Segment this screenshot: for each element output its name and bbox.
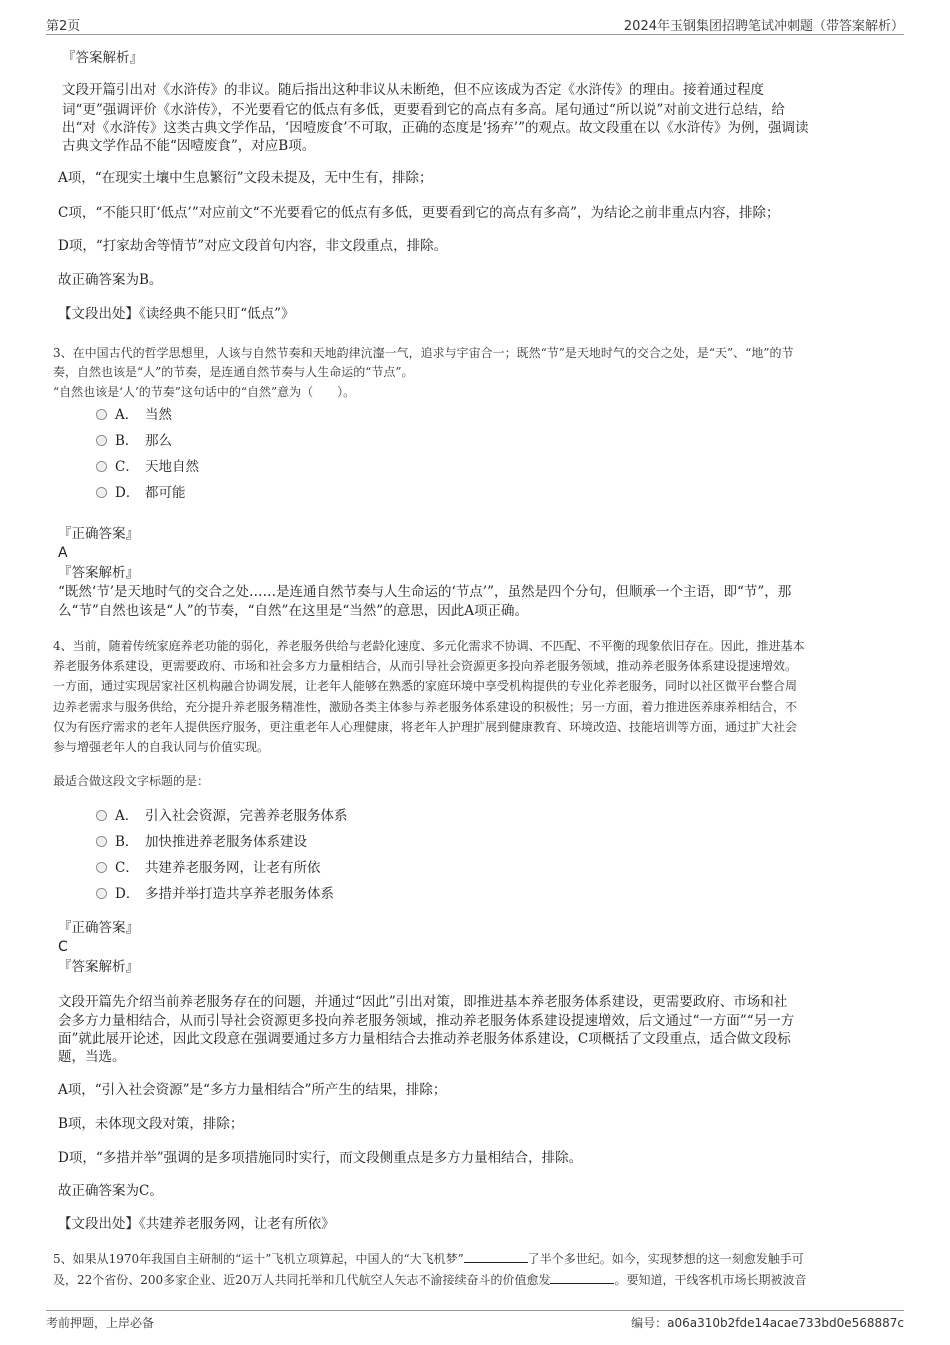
- q4-option-b[interactable]: [96, 832, 307, 852]
- option-text: 加快推进养老服务体系建设: [145, 834, 307, 850]
- q4-source: 【文段出处】《共建养老服务网，让老有所依》: [58, 1216, 335, 1232]
- q2-option-c-analysis: C项，“不能只盯‘低点’”对应前文“不光要看它的低点有多低，更要看到它的高点有多高”，为结论之前非重点内容，排除；: [58, 205, 780, 221]
- q4-answer-label: 『正确答案』: [58, 920, 139, 936]
- radio-icon: [96, 435, 107, 446]
- option-letter: C．: [115, 860, 139, 876]
- option-letter: B．: [115, 433, 139, 449]
- q4-option-a-analysis: A项，“引入社会资源”是“多方力量相结合”所产生的结果，排除；: [58, 1082, 447, 1098]
- q2-analysis-line: 出“对《水浒传》这类古典文学作品，‘因噎废食’不可取，正确的态度是‘扬弃’”的观点。故文段重在以《水浒传》为例，强调读: [62, 120, 809, 136]
- radio-icon: [96, 409, 107, 420]
- q4-stem-line: 一方面，通过实现居家社区机构融合协调发展，让老年人能够在熟悉的家庭环境中享受机构提供的专业化养老服务，同时以社区微平台整合周: [53, 679, 798, 693]
- q4-conclusion: 故正确答案为C。: [58, 1183, 163, 1199]
- q3-option-d[interactable]: [96, 483, 186, 503]
- q4-analysis-line: 文段开篇先介绍当前养老服务存在的问题，并通过“因此”引出对策，即推进基本养老服务体系建设，更需要政府、市场和社: [58, 994, 788, 1010]
- option-text: 都可能: [145, 485, 186, 501]
- option-text: 天地自然: [145, 459, 199, 475]
- option-letter: B．: [115, 834, 139, 850]
- q4-analysis-line: 会多方力量相结合，从而引导社会资源更多投向养老服务领域，推动养老服务体系建设提速增效，后文通过“一方面”“另一方: [58, 1013, 795, 1029]
- page-number: 第2页: [46, 19, 81, 34]
- option-text: 那么: [145, 433, 172, 449]
- fill-blank[interactable]: [550, 1271, 614, 1284]
- q4-analysis-line: 题，当选。: [58, 1049, 126, 1065]
- q4-option-b-analysis: B项，未体现文段对策，排除；: [58, 1116, 244, 1132]
- q4-option-a[interactable]: [96, 806, 348, 826]
- radio-icon: [96, 810, 107, 821]
- q3-stem-line: 奏，自然也该是“人”的节奏，是连通自然节奏与人生命运的“节点”。: [53, 365, 414, 379]
- q4-stem-line: 仅为有医疗需求的老年人提供医疗服务，更注重老年人心理健康，将老年人护理扩展到健康教育、环境改造、技能培训等方面，通过扩大社会: [53, 720, 798, 734]
- option-letter: A．: [115, 808, 139, 824]
- document-title: 2024年玉钢集团招聘笔试冲刺题（带答案解析）: [623, 19, 904, 34]
- footer-divider: [46, 1310, 904, 1311]
- option-letter: D．: [115, 886, 140, 902]
- q5-text: 。要知道，干线客机市场长期被波音: [614, 1273, 807, 1287]
- q2-option-d-analysis: D项，“打家劫舍等情节”对应文段首句内容，非文段重点，排除。: [58, 238, 448, 254]
- q3-option-c[interactable]: [96, 457, 199, 477]
- q2-analysis-line: 古典文学作品不能“因噎废食”，对应B项。: [62, 138, 316, 154]
- q2-option-a-analysis: A项，“在现实土壤中生息繁衍”文段未提及，无中生有，排除；: [58, 170, 433, 186]
- q3-analysis-line: “既然‘节’是天地时气的交合之处……是连通自然节奏与人生命运的‘节点’”，虽然是四个分句，但顺承一个主语，即“节”，那: [58, 584, 792, 600]
- option-text: 多措并举打造共享养老服务体系: [145, 886, 334, 902]
- radio-icon: [96, 862, 107, 873]
- option-letter: A．: [115, 407, 139, 423]
- q3-option-a[interactable]: [96, 405, 172, 425]
- q4-analysis-line: 面”就此展开论述，因此文段意在强调要通过多方力量相结合去推动养老服务体系建设，C项概括了文段重点，适合做文段标: [58, 1031, 791, 1047]
- q3-answer-label: 『正确答案』: [58, 526, 139, 542]
- q5-text: 5、如果从1970年我国自主研制的“运十”飞机立项算起，中国人的“大飞机梦”: [53, 1252, 464, 1266]
- q2-source: 【文段出处】《读经典不能只盯“低点”》: [58, 306, 295, 322]
- q3-analysis-label: 『答案解析』: [58, 565, 139, 581]
- q3-stem-line: “自然也该是‘人’的节奏”这句话中的“自然”意为（ ）。: [53, 385, 356, 399]
- option-text: 共建养老服务网，让老有所依: [145, 860, 321, 876]
- option-text: 当然: [145, 407, 172, 423]
- radio-icon: [96, 461, 107, 472]
- q2-conclusion: 故正确答案为B。: [58, 272, 163, 288]
- q2-analysis-line: 词“更”强调评价《水浒传》，不光要看它的低点有多低，更要看到它的高点有多高。尾句通过“所以说”对前文进行总结，给: [62, 102, 785, 118]
- radio-icon: [96, 836, 107, 847]
- option-text: 引入社会资源，完善养老服务体系: [145, 808, 348, 824]
- fill-blank[interactable]: [464, 1250, 528, 1263]
- q5-stem-line-1: [53, 1249, 804, 1269]
- q4-analysis-label: 『答案解析』: [58, 959, 139, 975]
- q4-stem-line: 养老服务体系建设，更需要政府、市场和社会多方力量相结合，从而引导社会资源更多投向养老服务领域，推动养老服务体系建设提速增效。: [53, 659, 798, 673]
- q3-analysis-line: 么“节”自然也该是“人”的节奏，“自然”在这里是“当然”的意思，因此A项正确。: [58, 603, 528, 619]
- document-id: 编号：a06a310b2fde14acae733bd0e568887c: [631, 1316, 904, 1330]
- q4-stem-line: 边养老需求与服务供给，充分提升养老服务精准性，激励各类主体参与养老服务体系建设的积极性；另一方面，着力推进医养康养相结合，不: [53, 700, 798, 714]
- q5-stem-line-2: [53, 1270, 806, 1290]
- q2-analysis-line: 文段开篇引出对《水浒传》的非议。随后指出这种非议从未断绝，但不应该成为否定《水浒传》的理由。接着通过程度: [62, 82, 764, 98]
- option-letter: C．: [115, 459, 139, 475]
- q4-option-c[interactable]: [96, 858, 321, 878]
- header-divider: [46, 34, 904, 35]
- q4-stem-line: 4、当前，随着传统家庭养老功能的弱化，养老服务供给与老龄化速度、多元化需求不协调、不匹配、不平衡的现象依旧存在。因此，推进基本: [53, 639, 805, 653]
- q4-answer: C: [58, 939, 68, 955]
- radio-icon: [96, 487, 107, 498]
- q4-option-d[interactable]: [96, 884, 334, 904]
- option-letter: D．: [115, 485, 140, 501]
- q2-analysis-label: 『答案解析』: [62, 50, 143, 66]
- q4-stem-line: 参与增强老年人的自我认同与价值实现。: [53, 740, 270, 754]
- q3-option-b[interactable]: [96, 431, 172, 451]
- footer-slogan: 考前押题，上岸必备: [46, 1316, 155, 1330]
- q4-question: 最适合做这段文字标题的是：: [53, 774, 210, 788]
- radio-icon: [96, 888, 107, 899]
- q3-answer: A: [58, 545, 68, 561]
- q4-option-d-analysis: D项，“多措并举”强调的是多项措施同时实行，而文段侧重点是多方力量相结合，排除。: [58, 1150, 583, 1166]
- q5-text: 及，22个省份、200多家企业、近20万人共同托举和几代航空人矢志不渝接续奋斗的价值愈发: [53, 1273, 551, 1287]
- q5-text: 了半个多世纪。如今，实现梦想的这一刻愈发触手可: [527, 1252, 804, 1266]
- q3-stem-line: 3、在中国古代的哲学思想里，人该与自然节奏和天地韵律沆瀣一气，追求与宇宙合一；既然“节”是天地时气的交合之处，是“天”、“地”的节: [53, 346, 794, 360]
